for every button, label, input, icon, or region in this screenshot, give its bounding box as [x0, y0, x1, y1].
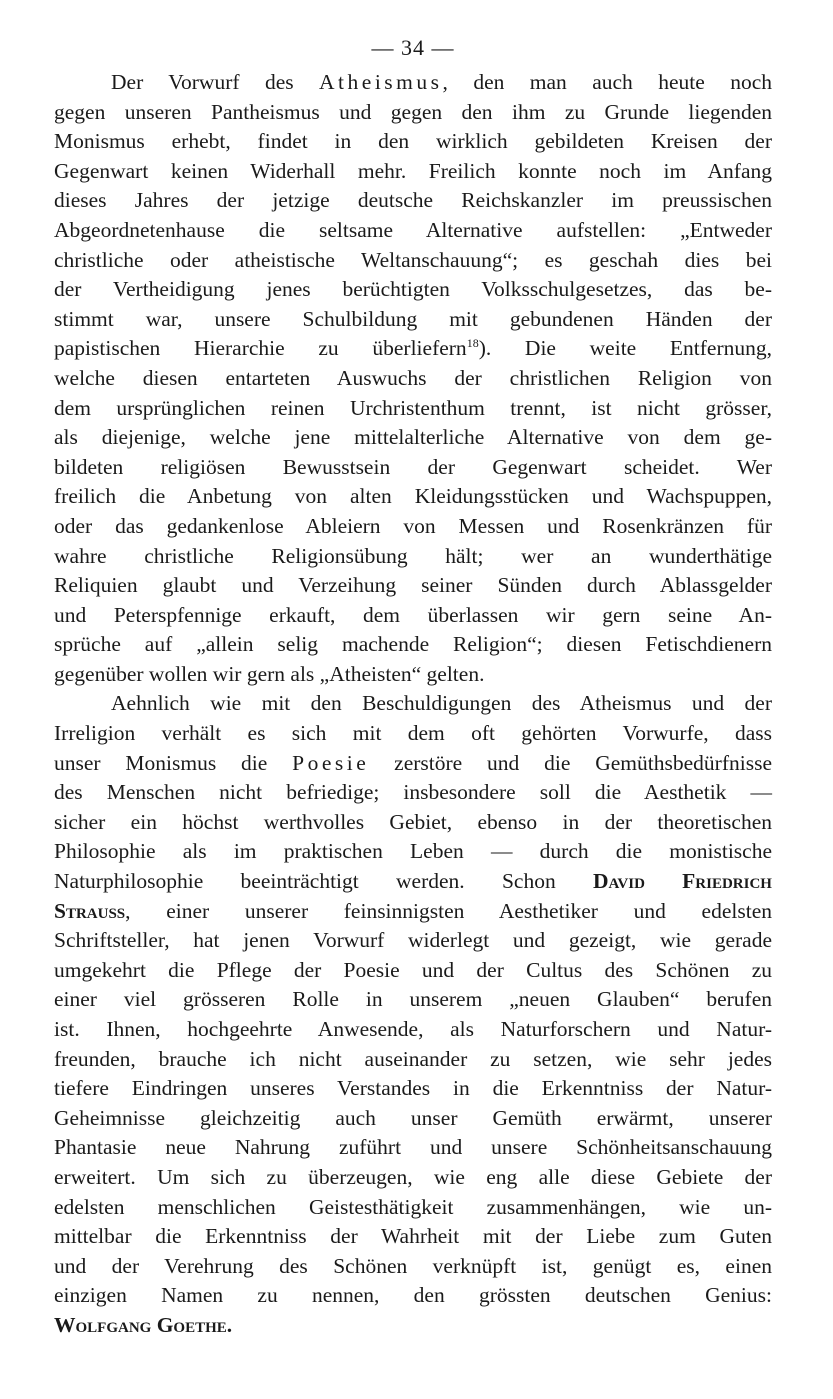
text-line: welche diesen entarteten Auswuchs der christlichen Religion von	[54, 365, 772, 390]
text-span: zerstöre und die Gemüthsbedürfnisse	[369, 750, 772, 775]
text-line: Reliquien glaubt und Verzeihung seiner Sünden durch Ablassgelder	[54, 573, 772, 598]
text-line: Monismus erhebt, findet in den wirklich gebildeten Kreisen der	[54, 129, 772, 154]
footnote-reference: 18	[466, 336, 479, 351]
text-line: tiefere Eindringen unseres Verstandes in die Erkenntniss der Natur-	[54, 1076, 772, 1101]
text-line: ist. Ihnen, hochgeehrte Anwesende, als Naturforschern und Natur-	[54, 1017, 772, 1041]
text-line: gegenüber wollen wir gern als „Atheisten“ gelten.	[54, 661, 485, 686]
text-line: einer viel grösseren Rolle in unserem „neuen Glauben“ berufen	[54, 987, 772, 1012]
emphasized-word: Poesie	[292, 750, 370, 775]
text-line: erweitert. Um sich zu überzeugen, wie eng alle diese Gebiete der	[54, 1164, 772, 1189]
text-line: wahre christliche Religionsübung hält; wer an wunderthätige	[54, 543, 772, 568]
text-line: bildeten religiösen Bewusstsein der Gegenwart scheidet. Wer	[54, 454, 772, 479]
text-line: edelsten menschlichen Geistesthätigkeit zusammenhängen, wie un-	[54, 1194, 772, 1219]
text-span: Der Vorwurf des	[111, 70, 320, 94]
author-name: Strauss	[54, 898, 126, 923]
text-line: freunden, brauche ich nicht auseinander zu setzen, wie sehr jedes	[54, 1046, 772, 1071]
text-line	[54, 334, 772, 364]
text-line: sprüche auf „allein selig machende Religion“; diesen Fetischdienern	[54, 632, 772, 657]
text-span: papistischen Hierarchie zu überliefern	[54, 336, 467, 361]
text-line	[54, 68, 772, 98]
text-line: und Peterspfennige erkauft, dem überlassen wir gern seine An-	[54, 602, 772, 627]
text-line: mittelbar die Erkenntniss der Wahrheit mit der Liebe zum Guten	[54, 1224, 772, 1249]
text-line: der Vertheidigung jenes berüchtigten Volksschulgesetzes, das be-	[54, 277, 772, 302]
body-text	[54, 68, 772, 1341]
text-line: des Menschen nicht befriedige; insbesondere soll die Aesthetik —	[54, 780, 772, 805]
text-line: gegen unseren Pantheismus und gegen den ihm zu Grunde liegenden	[54, 99, 772, 124]
text-span: ). Die weite Entfernung,	[478, 336, 773, 361]
text-line: Abgeordnetenhause die seltsame Alternative aufstellen: „Entweder	[54, 217, 772, 242]
text-line: christliche oder atheistische Weltanschauung“; es geschah dies bei	[54, 247, 772, 272]
text-span: , den man auch heute noch	[442, 70, 772, 94]
text-line: umgekehrt die Pflege der Poesie und der Cultus des Schönen zu	[54, 957, 772, 982]
text-line: Phantasie neue Nahrung zuführt und unsere Schönheitsanschauung	[54, 1135, 772, 1160]
text-line	[54, 1311, 772, 1341]
author-name: David Friedrich	[592, 869, 772, 894]
page-number: — 34 —	[371, 35, 455, 60]
text-line: oder das gedankenlose Ableiern von Messen und Rosenkränzen für	[54, 513, 772, 538]
text-line: und der Verehrung des Schönen verknüpft ist, genügt es, einen	[54, 1253, 772, 1278]
book-page	[54, 28, 772, 1341]
text-line: sicher ein höchst werthvolles Gebiet, ebenso in der theoretischen	[54, 809, 772, 834]
text-line: freilich die Anbetung von alten Kleidungsstücken und Wachspuppen,	[54, 484, 772, 509]
text-span: , einer unserer feinsinnigsten Aesthetiker und edelsten	[125, 898, 772, 923]
emphasized-word: Atheismus	[319, 70, 443, 94]
text-line: Gegenwart keinen Widerhall mehr. Freilich konnte noch im Anfang	[54, 158, 772, 183]
text-span: Naturphilosophie beeinträchtigt werden. Schon	[54, 869, 593, 894]
text-line: dieses Jahres der jetzige deutsche Reichskanzler im preussischen	[54, 188, 772, 213]
text-line: Philosophie als im praktischen Leben — durch die monistische	[54, 839, 772, 864]
text-line: einzigen Namen zu nennen, den grössten deutschen Genius:	[54, 1283, 772, 1308]
text-line: als diejenige, welche jene mittelalterliche Alternative von dem ge-	[54, 425, 772, 450]
text-line: Aehnlich wie mit den Beschuldigungen des Atheismus und der	[111, 691, 772, 716]
text-line: dem ursprünglichen reinen Urchristenthum trennt, ist nicht grösser,	[54, 395, 772, 420]
text-line	[54, 867, 772, 897]
text-span: unser Monismus die	[54, 750, 293, 775]
text-line: stimmt war, unsere Schulbildung mit gebundenen Händen der	[54, 306, 772, 331]
author-name: Wolfgang Goethe.	[54, 1312, 233, 1337]
text-line	[54, 749, 772, 779]
text-line	[54, 897, 772, 927]
text-line: Irreligion verhält es sich mit dem oft gehörten Vorwurfe, dass	[54, 721, 772, 746]
text-line: Schriftsteller, hat jenen Vorwurf widerlegt und gezeigt, wie gerade	[54, 928, 772, 953]
text-line: Geheimnisse gleichzeitig auch unser Gemüth erwärmt, unserer	[54, 1105, 772, 1130]
